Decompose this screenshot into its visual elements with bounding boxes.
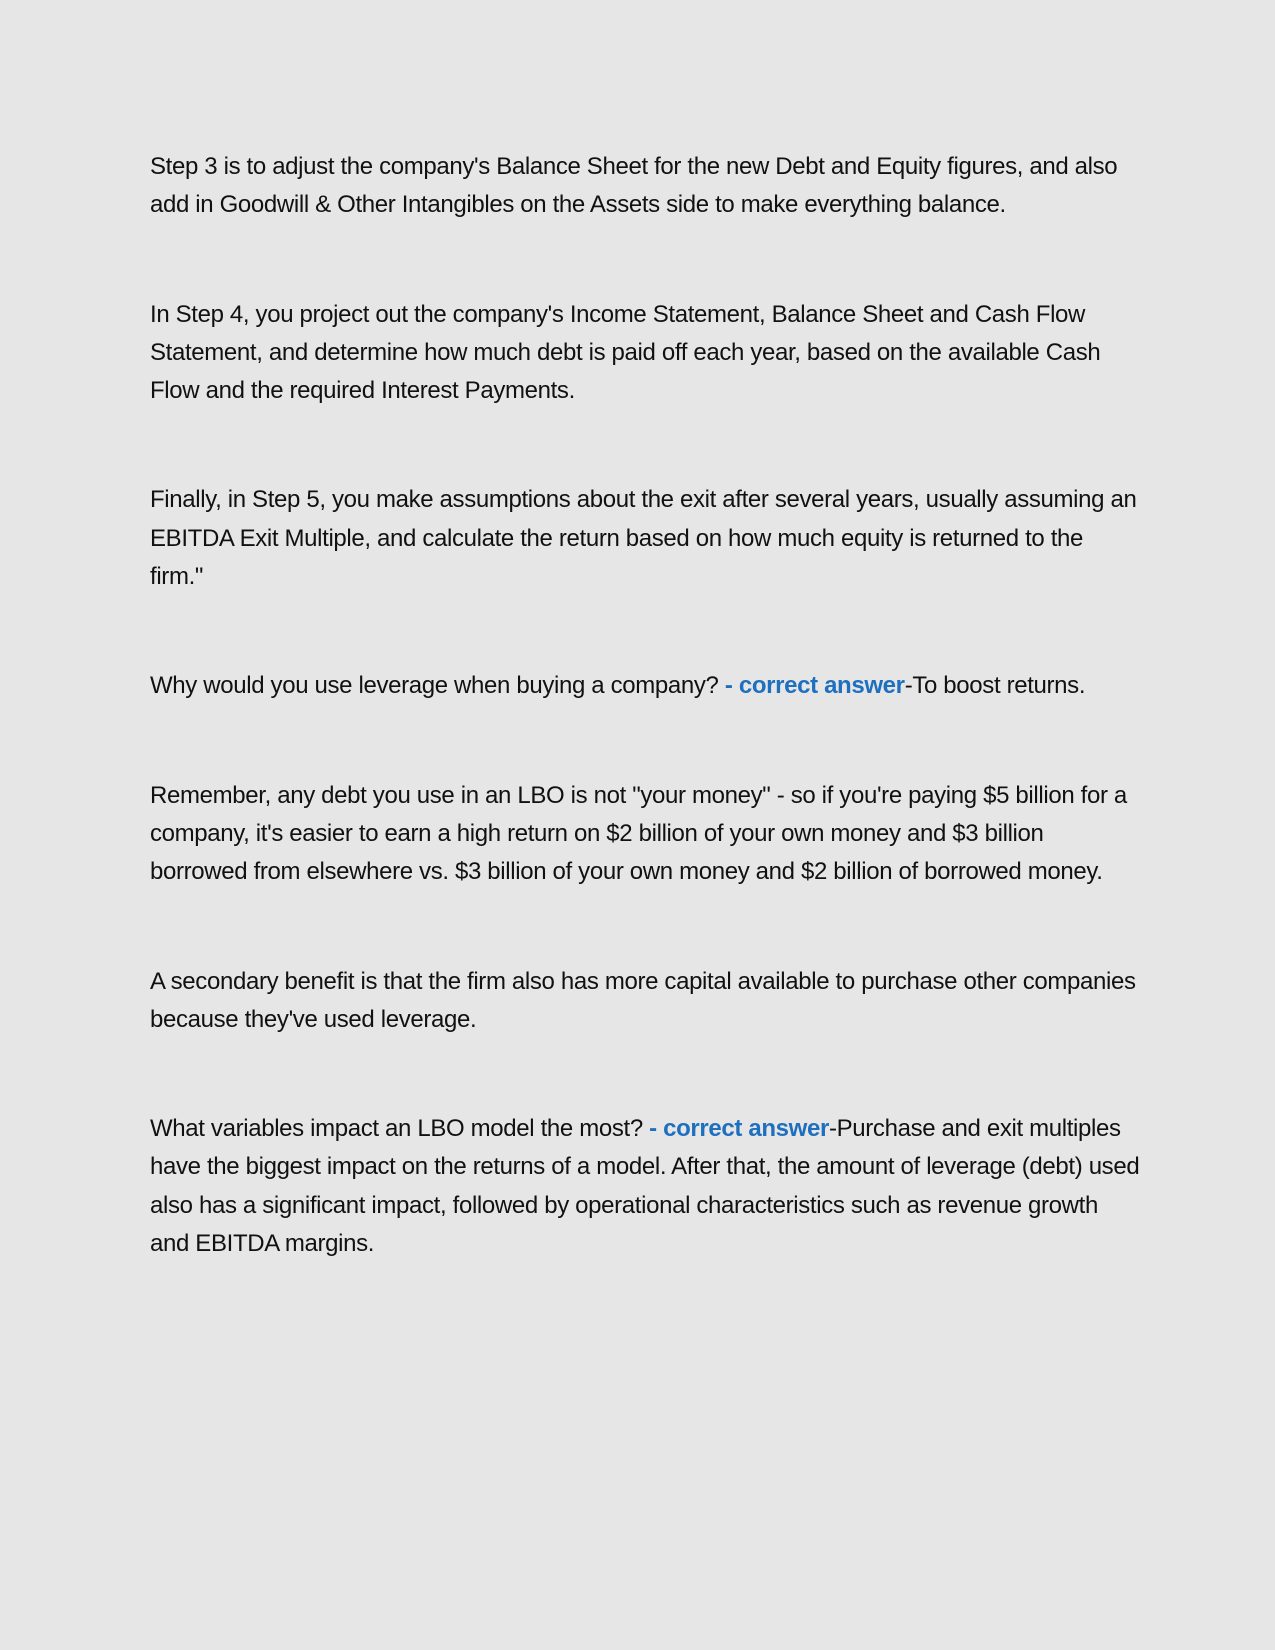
question-text: What variables impact an LBO model the most?	[150, 1115, 650, 1143]
answer-text: -Purchase and exit multiples have the biggest impact on the returns of a model. After that, the amount of leverage (debt) used also has a significant impact, followed by operational characteristics such as revenue growth and EBITDA margins.	[150, 1115, 1140, 1258]
qa-variables	[150, 1110, 1140, 1263]
paragraph-gap	[150, 596, 1140, 667]
correct-answer-tag: - correct answer	[649, 1115, 829, 1143]
paragraph-step5: Finally, in Step 5, you make assumptions about the exit after several years, usually assuming an EBITDA Exit Multiple, and calculate the return based on how much equity is returned to the firm."	[150, 486, 1137, 591]
paragraph-step3: Step 3 is to adjust the company's Balance Sheet for the new Debt and Equity figures, and also add in Goodwill & Other Intangibles on the Assets side to make everything balance.	[150, 153, 1118, 219]
paragraph-secondary-benefit: A secondary benefit is that the firm also has more capital available to purchase other companies because they've used leverage.	[150, 967, 1136, 1033]
correct-answer-tag: - correct answer	[724, 672, 905, 700]
answer-text: -To boost returns.	[904, 672, 1086, 700]
paragraph-remember: Remember, any debt you use in an LBO is not "your money" - so if you're paying $5 billion for a company, it's easier to earn a high return on $2 billion of your own money and $3 billion borrowed from elsewhere vs. $3 billion of your own money and $2 billion of borrowed money.	[150, 781, 1127, 886]
paragraph-gap	[150, 225, 1140, 296]
question-text: Why would you use leverage when buying a company?	[150, 672, 725, 700]
paragraph-step4: In Step 4, you project out the company's Income Statement, Balance Sheet and Cash Flow Statement, and determine how much debt is paid off each year, based on the available Cash Flow and the required Interest Payments.	[150, 300, 1101, 405]
document-page	[150, 148, 1140, 1263]
paragraph-gap	[150, 706, 1140, 777]
paragraph-gap	[150, 892, 1140, 963]
qa-leverage	[150, 667, 1140, 705]
paragraph-gap	[150, 410, 1140, 481]
paragraph-gap	[150, 1039, 1140, 1110]
